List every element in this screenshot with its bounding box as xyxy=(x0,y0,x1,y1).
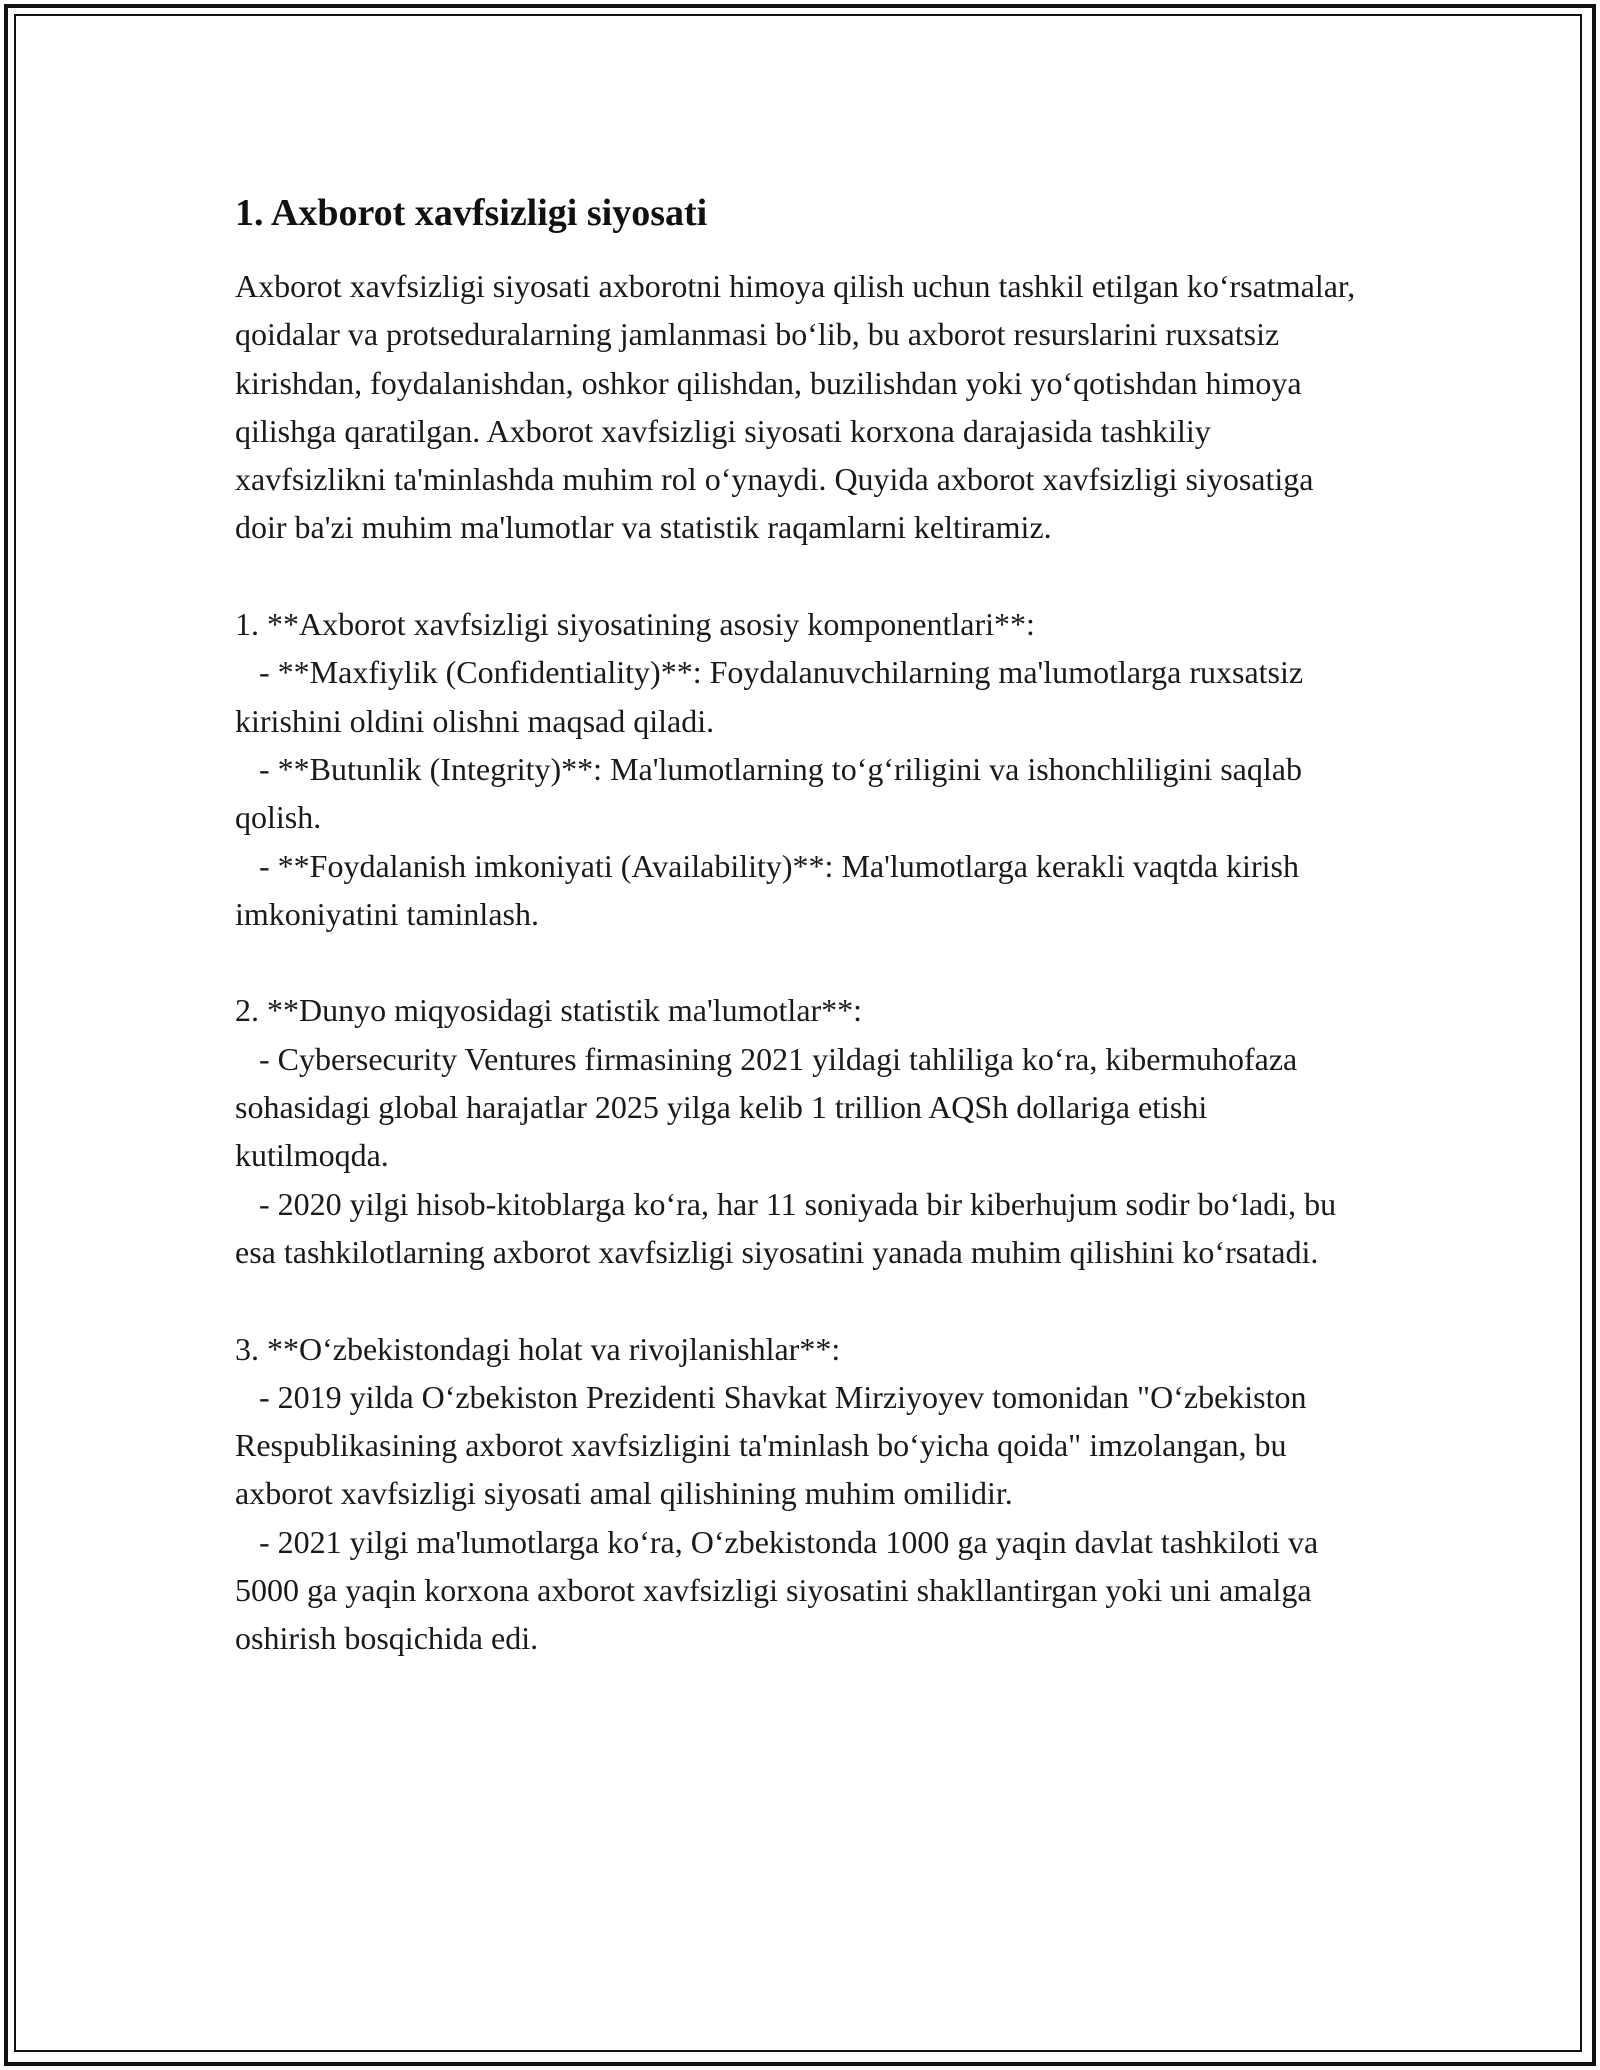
section-2-item-spending: - Cybersecurity Ventures firmasining 2021 yildagi tahliliga ko‘ra, kibermuhofaza sohasidagi global harajatlar 2025 yilga kelib 1 trillion AQSh dollariga etishi kutilmoqda. xyxy=(235,1040,1306,1174)
section-3-heading: 3. **O‘zbekistondagi holat va rivojlanishlar**: xyxy=(235,1330,841,1367)
section-1-item-confidentiality: - **Maxfiylik (Confidentiality)**: Foydalanuvchilarning ma'lumotlarga ruxsatsiz kirishini oldini olishni maqsad qiladi. xyxy=(235,654,1312,739)
section-1-item-integrity: - **Butunlik (Integrity)**: Ma'lumotlarning to‘g‘riligini va ishonchliligini saqlab qolish. xyxy=(235,750,1310,836)
section-2-item-attacks: - 2020 yilgi hisob-kitoblarga ko‘ra, har 11 soniyada bir kiberhujum sodir bo‘ladi, bu esa tashkilotlarning axborot xavfsizligi siyosatini yanada muhim qilishini ko‘rsatadi. xyxy=(235,1185,1345,1270)
document-body xyxy=(235,186,1365,1663)
paragraph-gap xyxy=(235,938,1365,986)
document-title: 1. Axborot xavfsizligi siyosati xyxy=(235,192,708,234)
section-2-heading: 2. **Dunyo miqyosidagi statistik ma'lumotlar**: xyxy=(235,992,863,1029)
section-1-heading: 1. **Axborot xavfsizligi siyosatining asosiy komponentlari**: xyxy=(235,606,1035,643)
section-3-item-adoption: - 2021 yilgi ma'lumotlarga ko‘ra, O‘zbekistonda 1000 ga yaqin davlat tashkiloti va 5000 ga yaqin korxona axborot xavfsizligi siyosatini shakllantirgan yoki uni amalga oshirish bosqichida edi. xyxy=(235,1523,1327,1657)
section-1-item-availability: - **Foydalanish imkoniyati (Availability)**: Ma'lumotlarga kerakli vaqtda kirish imkoniyatini taminlash. xyxy=(235,847,1307,932)
intro-paragraph: Axborot xavfsizligi siyosati axborotni himoya qilish uchun tashkil etilgan ko‘rsatmalar, qoidalar va protseduralarning jamlanmasi bo‘lib, bu axborot resurslarini ruxsatsiz kirishdan, foydalanishdan, oshkor qilishdan, buzilishdan yoki yo‘qotishdan himoya qilishga qaratilgan. Axborot xavfsizligi siyosati korxona darajasida tashkiliy xavfsizlikni ta'minlashda muhim rol o‘ynaydi. Quyida axborot xavfsizligi siyosatiga doir ba'zi muhim ma'lumotlar va statistik raqamlarni keltiramiz. xyxy=(235,268,1364,546)
paragraph-gap xyxy=(235,1276,1365,1324)
section-3-item-regulation: - 2019 yilda O‘zbekiston Prezidenti Shavkat Mirziyoyev tomonidan "O‘zbekiston Respublikasining axborot xavfsizligini ta'minlash bo‘yicha qoida" imzolangan, bu axborot xavfsizligi siyosati amal qilishining muhim omilidir. xyxy=(235,1378,1315,1512)
paragraph-gap xyxy=(235,552,1365,600)
